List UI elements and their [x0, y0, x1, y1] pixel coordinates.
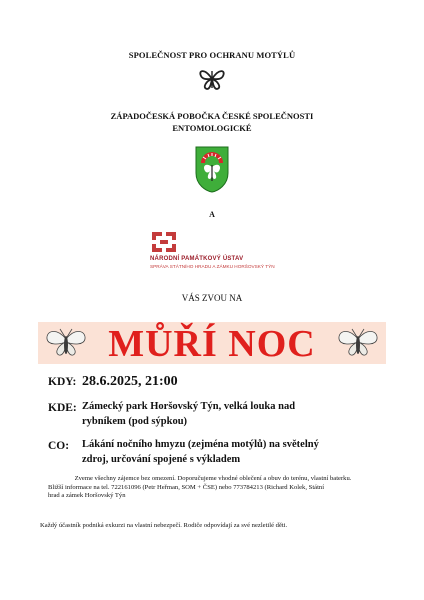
moth-right-icon [336, 325, 380, 361]
org-name-cse [0, 110, 424, 134]
disclaimer: Každý účastník podniká exkurzi na vlastní nebezpečí. Rodiče odpovídají za své nezletilé děti. [40, 522, 288, 529]
npu-name: NÁRODNÍ PAMÁTKOVÝ ÚSTAV [150, 256, 244, 262]
npu-subtitle: SPRÁVA STÁTNÍHO HRADU A ZÁMKU HORŠOVSKÝ TÝN [150, 264, 275, 269]
event-title: MŮŘÍ NOC [108, 323, 316, 365]
info-note-line3: hrad a zámek Horšovský Týn [48, 492, 126, 499]
org-name-cse-line1: ZÁPADOČESKÁ POBOČKA ČESKÉ SPOLEČNOSTI [110, 111, 314, 121]
where-value [82, 399, 295, 429]
event-banner [38, 322, 386, 364]
when-label: KDY: [48, 376, 77, 388]
when-value: 28.6.2025, 21:00 [82, 374, 178, 389]
invite-text: VÁS ZVOU NA [181, 293, 243, 303]
butterfly-logo-icon [197, 66, 227, 92]
org-name-cse-line2: ENTOMOLOGICKÉ [172, 123, 252, 133]
and-text: A [209, 210, 215, 219]
where-line1: Zámecký park Horšovský Týn, velká louka nad [82, 401, 296, 412]
what-label: CO: [48, 440, 70, 452]
org-name-som: SPOLEČNOST PRO OCHRANU MOTÝLŮ [128, 50, 296, 60]
npu-logo [150, 230, 310, 274]
info-note-line2: Bližší informace na tel. 722161096 (Petr Heřman, SOM + ČSE) nebo 773784213 (Richard Kolek, Státní [48, 483, 325, 491]
info-note [48, 475, 378, 501]
what-value [82, 437, 319, 467]
coat-of-arms-icon [194, 145, 230, 193]
what-line1: Lákání nočního hmyzu (zejména motýlů) na světelný [82, 439, 319, 450]
info-note-line1: Zveme všechny zájemce bez omezení. Doporučujeme vhodné oblečení a obuv do terénu, vlastní baterku. [74, 475, 352, 482]
where-label: KDE: [48, 402, 77, 414]
npu-emblem-icon [150, 230, 180, 254]
what-line2: zdroj, určování spojené s výkladem [82, 454, 241, 465]
where-line2: rybníkem (pod sýpkou) [82, 416, 188, 427]
